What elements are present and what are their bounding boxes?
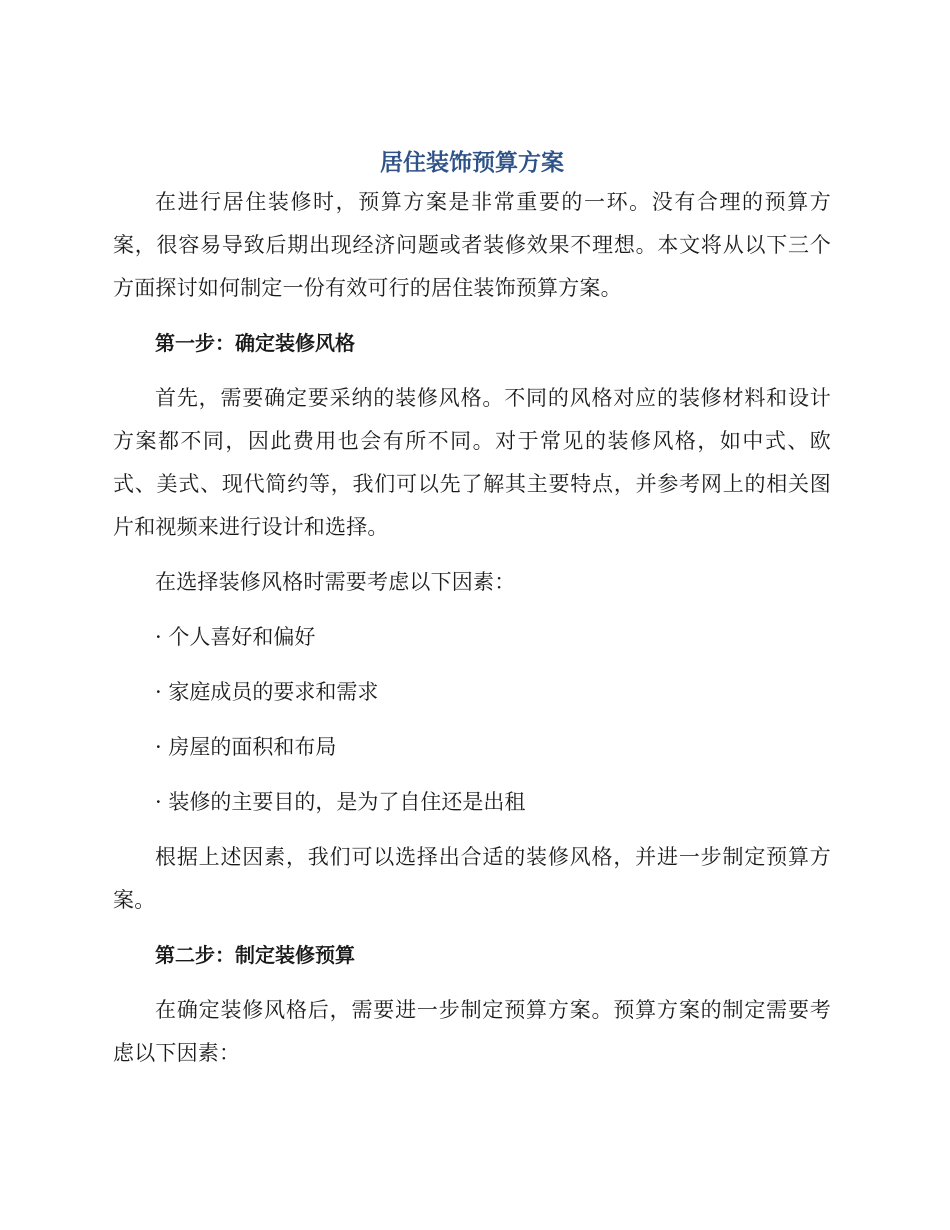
spacer	[113, 824, 831, 836]
bullet-item: · 个人喜好和偏好	[155, 625, 316, 649]
document-page	[113, 145, 831, 1075]
document-title: 居住装饰预算方案	[380, 150, 564, 176]
bullet-item: · 房屋的面积和布局	[155, 735, 337, 759]
bullet-item: · 装修的主要目的，是为了自住还是出租	[155, 790, 526, 814]
spacer	[113, 922, 831, 934]
spacer	[113, 659, 831, 671]
step1-heading: 第一步：确定装修风格	[155, 331, 355, 355]
step1-paragraph-2: 在选择装修风格时需要考虑以下因素：	[155, 570, 516, 594]
bullet-item: · 家庭成员的要求和需求	[155, 680, 379, 704]
step1-paragraph-1: 首先，需要确定要采纳的装修风格。不同的风格对应的装修材料和设计方案都不同，因此费用也会有所不同。对于常见的装修风格，如中式、欧式、美式、现代简约等，我们可以先了解其主要特点，并参考网上的相关图片和视频来进行设计和选择。	[113, 386, 831, 539]
spacer	[113, 769, 831, 781]
step2-paragraph-1: 在确定装修风格后，需要进一步制定预算方案。预算方案的制定需要考虑以下因素：	[113, 998, 831, 1065]
spacer	[113, 714, 831, 726]
spacer	[113, 549, 831, 561]
spacer	[113, 977, 831, 989]
step1-paragraph-3: 根据上述因素，我们可以选择出合适的装修风格，并进一步制定预算方案。	[113, 845, 831, 912]
spacer	[113, 310, 831, 322]
spacer	[113, 365, 831, 377]
intro-paragraph: 在进行居住装修时，预算方案是非常重要的一环。没有合理的预算方案，很容易导致后期出现经济问题或者装修效果不理想。本文将从以下三个方面探讨如何制定一份有效可行的居住装饰预算方案。	[113, 190, 831, 300]
step2-heading: 第二步：制定装修预算	[155, 943, 355, 967]
spacer	[113, 604, 831, 616]
